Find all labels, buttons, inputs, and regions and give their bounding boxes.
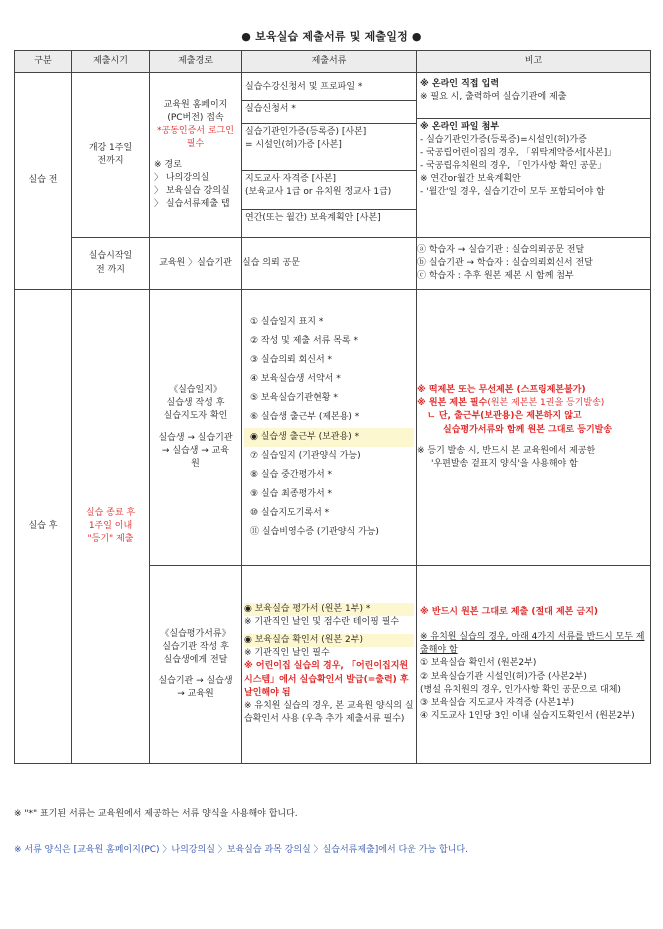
documents-cell: [242, 290, 417, 566]
header-timing: 제출시기: [72, 51, 150, 73]
timing-cell: 개강 1주일 전까지: [72, 73, 150, 238]
doc-item: 지도교사 자격증 [사본] (보육교사 1급 or 유치원 정교사 1급): [242, 171, 416, 210]
doc-item: ⑥ 실습생 출근부 (제본용) *: [250, 412, 360, 423]
doc-item: ⑧ 실습 중간평가서 *: [250, 469, 333, 480]
doc-item: ⑩ 실습지도기록서 *: [250, 507, 330, 518]
documents-cell: [242, 73, 417, 238]
doc-item: 실습기관인가증(등록증) [사본] = 시설인(허)가증 [사본]: [242, 124, 416, 171]
table-row: [15, 73, 651, 238]
category-after: 실습 후: [15, 290, 72, 764]
route-cell: 교육원 〉실습기관: [150, 238, 242, 290]
remarks-cell: ※ 반드시 원본 그대로 제출 (절대 제본 금지) ※ 유치원 실습의 경우, 아래 4가지 서류를 반드시 모두 제출해야 함 ① 보육실습 확인서 (원본2부) ② 보육실습기관 시설인(허)가증 (사본2부) (병설 유치원의 경우, 인가사항 확인 공문으로 대체) ③ 보육실습 지도교사 자격증 (사본1부) ④ 지도교사 1인당 3인 이내 실습지도확인서 (원본2부): [417, 566, 651, 764]
doc-item: ④ 보육실습생 서약서 *: [250, 374, 341, 385]
doc-item: ③ 실습의뢰 회신서 *: [250, 355, 333, 366]
doc-item: ⑦ 실습일지 (기관양식 가능): [250, 450, 361, 461]
route-cell: 《실습평가서류》 실습기관 작성 후 실습생에게 전달 실습기관 → 실습생 → 교육원: [150, 566, 242, 764]
doc-item-highlighted: ◉ 보육실습 평가서 (원본 1부) *: [244, 603, 414, 616]
footnote-form-notice: ※ "*" 표기된 서류는 교육원에서 제공하는 서류 양식을 사용해야 합니다.: [14, 809, 298, 819]
doc-item: ⑪ 실습비영수증 (기관양식 가능): [250, 526, 379, 537]
doc-item: ① 실습일지 표지 *: [250, 317, 324, 328]
doc-item: ⑤ 보육실습기관현황 *: [250, 393, 338, 404]
header-documents: 제출서류: [242, 51, 417, 73]
timing-cell: 실습 종료 후 1주일 이내 "등기" 제출: [72, 290, 150, 764]
doc-item: 실습신청서 *: [242, 101, 416, 124]
doc-item: 연간(또는 월간) 보육계획안 [사본]: [245, 212, 381, 223]
doc-item: 실습수강신청서 및 프로파일 *: [242, 79, 416, 101]
remarks-cell: ※ 떡제본 또는 무선제본 (스프링제본불가) ※ 원본 제본 필수(원본 제본본 1권을 등기발송) ㄴ 단, 출근부(보관용)은 제본하지 않고 실습평가서류와 함께 원본 그대로 등기발송 ※ 등기 발송 시, 반드시 본 교육원에서 제공한 '우편발송 겉표지 양식'을 사용해야 함: [417, 290, 651, 566]
timing-cell: 실습시작일 전 까지: [72, 238, 150, 290]
table-row: [15, 290, 651, 566]
doc-item: ② 작성 및 제출 서류 목록 *: [250, 336, 358, 347]
header-route: 제출경로: [150, 51, 242, 73]
category-before: 실습 전: [15, 73, 72, 290]
header-remarks: 비고: [417, 51, 651, 73]
footnote-download-path: ※ 서류 양식은 [교육원 홈페이지(PC) 〉나의강의실 〉보육실습 과목 강의실 〉실습서류제출]에서 다운 가능 합니다.: [14, 845, 468, 855]
route-cell: 《실습일지》 실습생 작성 후 실습지도자 확인 실습생 → 실습기관 → 실습생 → 교육 원: [150, 290, 242, 566]
header-category: 구분: [15, 51, 72, 73]
documents-cell: 실습 의뢰 공문: [242, 238, 417, 290]
submission-schedule-table: [14, 50, 651, 764]
documents-cell: ◉ 보육실습 평가서 (원본 1부) * ※ 기관직인 날인 및 점수란 테이핑 필수 ◉ 보육실습 확인서 (원본 2부) ※ 기관직인 날인 필수 ※ 어린이집 실습의 경우, 「어린이집지원시스템」에서 실습확인서 발급(=출력) 후 날인해야 됨 ※ 유치원 실습의 경우, 본 교육원 양식의 실습확인서 사용 (우측 추가 제출서류 필수): [242, 566, 417, 764]
route-cell: 교육원 홈페이지 (PC버전) 접속 *공동인증서 로그인 필수 ※ 경로 〉 나의강의실 〉 보육실습 강의실 〉 실습서류제출 탭: [150, 73, 242, 238]
table-row: [15, 238, 651, 290]
table-header-row: [15, 51, 651, 73]
page-title: ● 보육실습 제출서류 및 제출일정 ●: [241, 30, 422, 43]
remarks-cell: ※ 온라인 직접 입력 ※ 필요 시, 출력하여 실습기관에 제출 ※ 온라인 파일 첨부 - 실습기관인가증(등록증)=시설인(허)가증 - 국공립어린이집의 경우, 「위탁계약증서[사본]」 - 국공립유치원의 경우, 「인가사항 확인 공문」 ※ 연간or월간 보육계획안 - '월간'일 경우, 실습기간이 모두 포함되어야 함: [417, 73, 651, 238]
remarks-cell: ⓐ 학습자 → 실습기관 : 실습의뢰공문 전달 ⓑ 실습기관 → 학습자 : 실습의뢰회신서 전달 ⓒ 학습자 : 추후 원본 제본 시 함께 첨부: [417, 238, 651, 290]
doc-item: ⑨ 실습 최종평가서 *: [250, 488, 333, 499]
doc-item-highlighted: ◉ 보육실습 확인서 (원본 2부): [244, 634, 414, 647]
doc-item-highlighted: ◉ 실습생 출근부 (보관용) *: [244, 428, 414, 447]
